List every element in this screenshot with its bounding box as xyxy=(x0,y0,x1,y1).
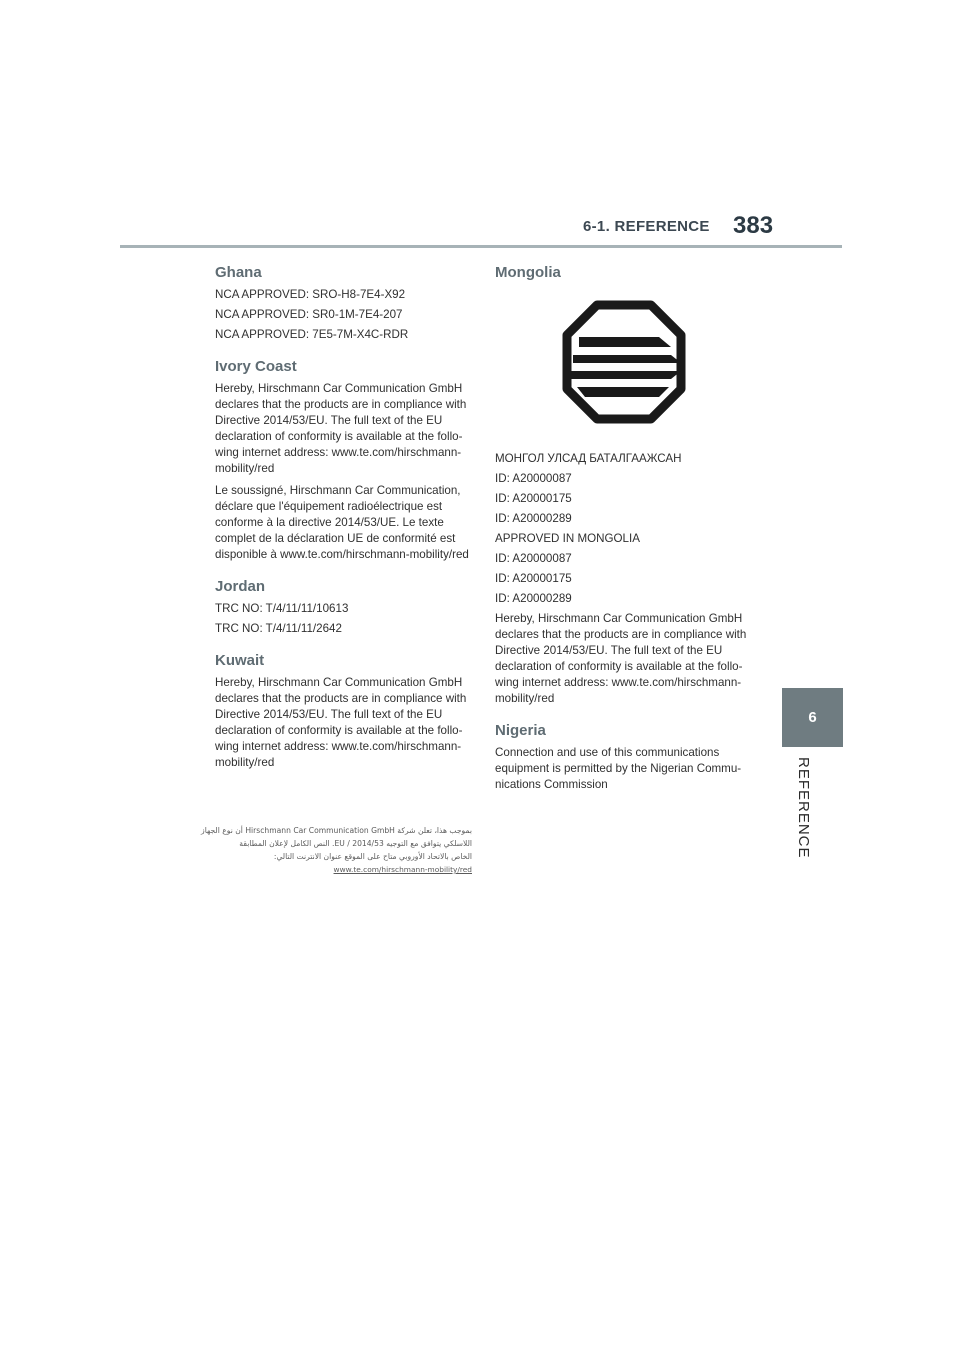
page-number: 383 xyxy=(733,212,774,239)
mongolia-certification-logo-svg xyxy=(559,297,689,427)
heading-nigeria: Nigeria xyxy=(495,722,546,739)
arabic-conformity-notice xyxy=(200,824,472,876)
nigeria-paragraph: Connection and use of this communications equipment is permitted by the Nigerian Commu-nications Commission xyxy=(495,746,742,791)
left-column xyxy=(215,264,473,786)
mongolia-line: МОНГОЛ УЛСАД БАТАЛГААЖСАН xyxy=(495,452,682,465)
header-section-title: 6-1. REFERENCE xyxy=(583,218,710,235)
mongolia-line: APPROVED IN MONGOLIA xyxy=(495,532,640,545)
ghana-line: NCA APPROVED: SR0-1M-7E4-207 xyxy=(215,308,403,321)
right-column xyxy=(495,264,753,808)
mongolia-line: ID: A20000175 xyxy=(495,492,572,505)
heading-kuwait: Kuwait xyxy=(215,652,265,669)
heading-jordan: Jordan xyxy=(215,578,266,595)
section-nigeria xyxy=(495,722,753,793)
mongolia-line: ID: A20000289 xyxy=(495,512,572,525)
arabic-notice-url: www.te.com/hirschmann-mobility/red xyxy=(333,865,472,874)
arabic-line: الخاص بالاتحاد الأوروبي متاح على الموقع عنوان الانترنت التالي: xyxy=(273,852,472,861)
arabic-line: اللاسلكي يتوافق مع التوجيه 2014/53 / EU. النص الكامل لإعلان المطابقة xyxy=(239,839,472,848)
section-ghana xyxy=(215,264,473,343)
jordan-line: TRC NO: T/4/11/11/2642 xyxy=(215,622,342,635)
ivory-coast-paragraph-fr: Le soussigné, Hirschmann Car Communication, déclare que l'équipement radioélectrique est conforme à la directive 2014/53/UE. Le texte complet de la déclaration UE de conformité est disponible à www.te.com/hirschmann-mobility/red xyxy=(215,484,469,561)
section-kuwait xyxy=(215,652,473,771)
mongolia-paragraph: Hereby, Hirschmann Car Communication GmbH declares that the products are in compliance with Directive 2014/53/EU. The full text of the EU declaration of conformity is available at the follo-wing internet address: www.te.com/hirschmann-mobility/red xyxy=(495,612,747,705)
section-jordan xyxy=(215,578,473,637)
section-ivory-coast xyxy=(215,358,473,563)
chapter-tab: 6 xyxy=(782,688,843,747)
heading-ivory-coast: Ivory Coast xyxy=(215,358,297,375)
kuwait-paragraph: Hereby, Hirschmann Car Communication GmbH declares that the products are in compliance with Directive 2014/53/EU. The full text of the EU declaration of conformity is available at the follo-wing internet address: www.te.com/hirschmann-mobility/red xyxy=(215,676,467,769)
ghana-line: NCA APPROVED: SRO-H8-7E4-X92 xyxy=(215,288,406,301)
mongolia-certification-logo-icon xyxy=(495,287,753,437)
chapter-vertical-label: REFERENCE xyxy=(795,757,812,859)
arabic-line: بموجب هذا، تعلن شركة Hirschmann Car Communication GmbH أن نوع الجهاز xyxy=(201,826,472,835)
mongolia-line: ID: A20000175 xyxy=(495,572,572,585)
heading-mongolia: Mongolia xyxy=(495,264,561,281)
ghana-line: NCA APPROVED: 7E5-7M-X4C-RDR xyxy=(215,328,409,341)
header-rule xyxy=(120,245,842,248)
mongolia-line: ID: A20000087 xyxy=(495,552,572,565)
heading-ghana: Ghana xyxy=(215,264,262,281)
mongolia-line: ID: A20000087 xyxy=(495,472,572,485)
jordan-line: TRC NO: T/4/11/11/10613 xyxy=(215,602,349,615)
section-mongolia xyxy=(495,264,753,707)
mongolia-line: ID: A20000289 xyxy=(495,592,572,605)
ivory-coast-paragraph-en: Hereby, Hirschmann Car Communication GmbH declares that the products are in compliance with Directive 2014/53/EU. The full text of the EU declaration of conformity is available at the follo-wing internet address: www.te.com/hirschmann-mobility/red xyxy=(215,382,467,475)
